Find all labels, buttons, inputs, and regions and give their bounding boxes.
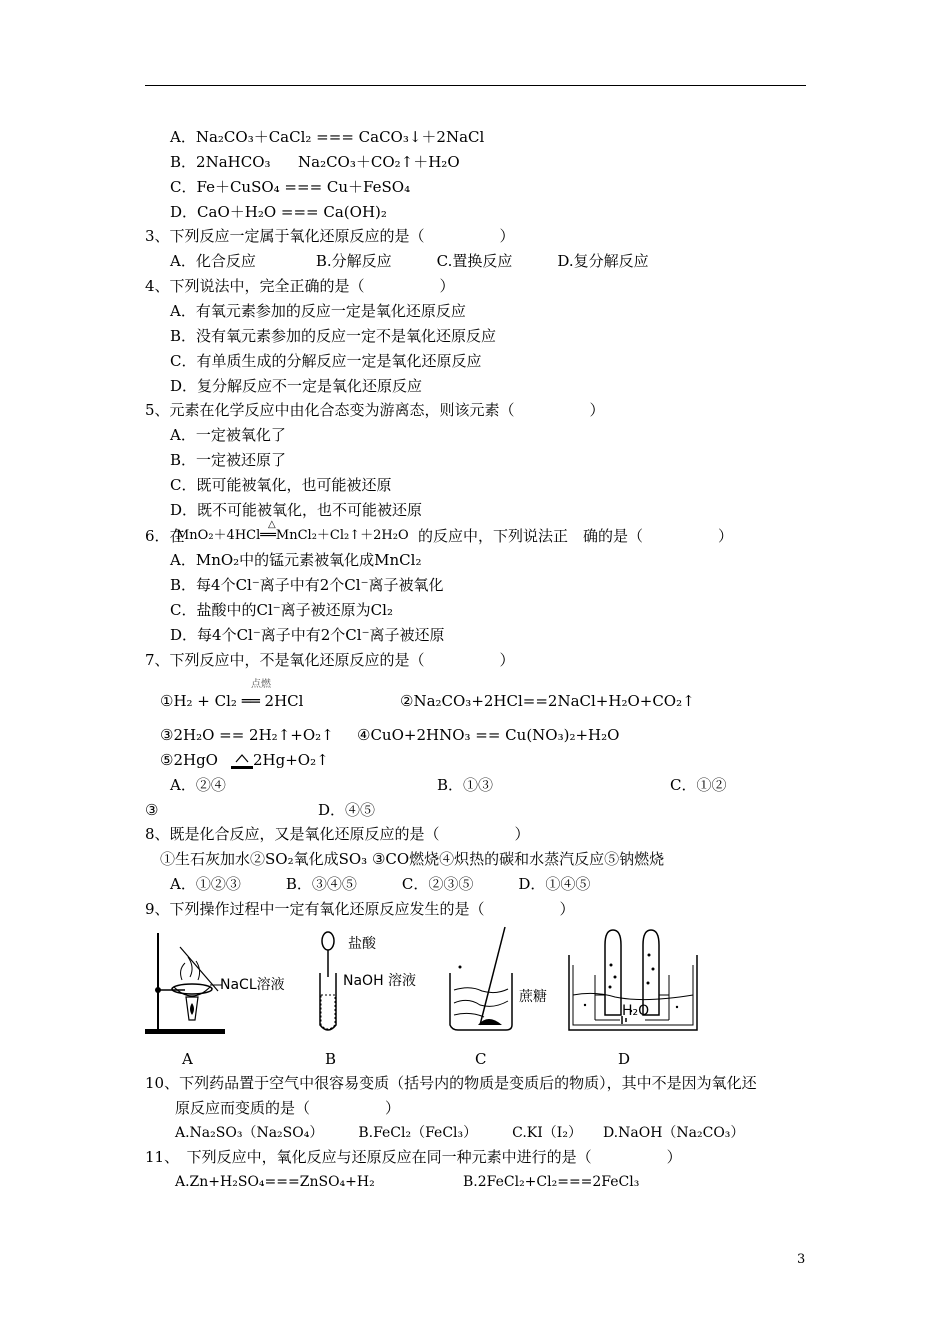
q10-options: A.Na₂SO₃（Na₂SO₄） B.FeCl₂（FeCl₃） C.KI（I₂） D.NaOH（Na₂CO₃） — [175, 1125, 745, 1141]
q3-options: A．化合反应 B.分解反应 C.置换反应 D.复分解反应 — [170, 252, 649, 270]
q4-option-d: D．复分解反应不一定是氧化还原反应 — [170, 377, 423, 395]
q11-option-a: A.Zn+H₂SO₄===ZnSO₄+H₂ — [175, 1174, 375, 1190]
q6-option-a: A．MnO₂中的锰元素被氧化成MnCl₂ — [170, 551, 422, 569]
q2-option-b-products: Na₂CO₃＋CO₂↑＋H₂O — [298, 153, 460, 171]
q8-items: ①生石灰加水②SO₂氧化成SO₃ ③CO燃烧④炽热的碳和水蒸汽反应⑤钠燃烧 — [160, 850, 665, 868]
q7-stem: 7、下列反应中，不是氧化还原反应的是（ ） — [145, 651, 515, 669]
q7-reaction-2: ②Na₂CO₃+2HCl==2NaCl+H₂O+CO₂↑ — [400, 692, 695, 710]
q2-option-d: D．CaO＋H₂O === Ca(OH)₂ — [170, 203, 387, 221]
q9-stem: 9、下列操作过程中一定有氧化还原反应发生的是（ ） — [145, 900, 575, 918]
q8-options: A．①②③ B．③④⑤ C．②③⑤ D．①④⑤ — [170, 875, 591, 893]
q7-reaction-1: ①H₂ + Cl₂ ══ 2HCl — [160, 692, 304, 710]
q3-stem: 3、下列反应一定属于氧化还原反应的是（ ） — [145, 227, 515, 245]
q7-reaction-4: ④CuO+2HNO₃ == Cu(NO₃)₂+H₂O — [357, 726, 620, 744]
q5-option-a: A．一定被氧化了 — [170, 426, 286, 444]
q7-option-c: C．①② — [670, 776, 727, 794]
q8-stem: 8、既是化合反应，又是氧化还原反应的是（ ） — [145, 825, 530, 843]
q6-suffix: 的反应中，下列说法正 确的是（ ） — [418, 527, 734, 545]
fig-d-label: H₂O — [622, 1003, 650, 1019]
fig-letter-c: C — [475, 1050, 487, 1068]
q7-ignite-label: 点燃 — [251, 679, 271, 690]
q6-heat-mark: △ — [268, 519, 276, 530]
q7-reaction-3: ③2H₂O == 2H₂↑+O₂↑ — [160, 726, 334, 744]
q7-option-a: A．②④ — [170, 776, 226, 794]
q11-stem: 11、 下列反应中，氧化反应与还原反应在同一种元素中进行的是（ ） — [145, 1148, 682, 1166]
fig-letter-d: D — [618, 1050, 631, 1068]
q2-option-c: C．Fe＋CuSO₄ === Cu＋FeSO₄ — [170, 178, 411, 196]
q2-option-b: B．2NaHCO₃ — [170, 153, 271, 171]
fig-a-label: NaCL溶液 — [220, 977, 285, 993]
fig-c-label: 蔗糖 — [519, 989, 547, 1005]
q6-option-d: D．每4个Cl⁻离子中有2个Cl⁻离子被还原 — [170, 626, 445, 644]
q7-option-d: D．④⑤ — [318, 801, 376, 819]
fig-letter-b: B — [325, 1050, 337, 1068]
fig-letter-a: A — [182, 1050, 193, 1068]
q4-stem: 4、下列说法中，完全正确的是（ ） — [145, 277, 455, 295]
page-number: 3 — [797, 1252, 806, 1267]
q5-stem: 5、元素在化学反应中由化合态变为游离态，则该元素（ ） — [145, 401, 605, 419]
q4-option-b: B．没有氧元素参加的反应一定不是氧化还原反应 — [170, 327, 497, 345]
q6-option-b: B．每4个Cl⁻离子中有2个Cl⁻离子被氧化 — [170, 576, 444, 594]
header-rule — [145, 85, 806, 86]
figure-beaker-stirring — [440, 925, 520, 1035]
q6-equation: MnO₂＋4HCl══MnCl₂＋Cl₂↑＋2H₂O — [176, 528, 409, 543]
q7-reaction-5-right: 2Hg+O₂↑ — [253, 751, 329, 769]
fig-b-label-2: NaOH 溶液 — [343, 973, 417, 989]
fig-b-label-1: 盐酸 — [348, 936, 376, 952]
q4-option-c: C．有单质生成的分解反应一定是氧化还原反应 — [170, 352, 482, 370]
heat-triangle-icon — [230, 752, 254, 772]
q5-option-b: B．一定被还原了 — [170, 451, 287, 469]
q7-option-c-cont: ③ — [145, 801, 159, 819]
q5-option-c: C．既可能被氧化，也可能被还原 — [170, 476, 392, 494]
q5-option-d: D．既不可能被氧化，也不可能被还原 — [170, 501, 423, 519]
q10-stem-1: 10、下列药品置于空气中很容易变质（括号内的物质是变质后的物质），其中不是因为氧化还 — [145, 1074, 757, 1092]
q11-option-b: B.2FeCl₂+Cl₂===2FeCl₃ — [463, 1174, 640, 1190]
q7-option-b: B．①③ — [437, 776, 494, 794]
q10-stem-2: 原反应而变质的是（ ） — [175, 1099, 401, 1117]
q6-option-c: C．盐酸中的Cl⁻离子被还原为Cl₂ — [170, 601, 393, 619]
q2-option-a: A．Na₂CO₃＋CaCl₂ === CaCO₃↓＋2NaCl — [170, 128, 485, 146]
q4-option-a: A．有氧元素参加的反应一定是氧化还原反应 — [170, 302, 466, 320]
q6-prefix: 6．在 — [145, 527, 185, 545]
q7-reaction-5-left: ⑤2HgO — [160, 751, 218, 769]
